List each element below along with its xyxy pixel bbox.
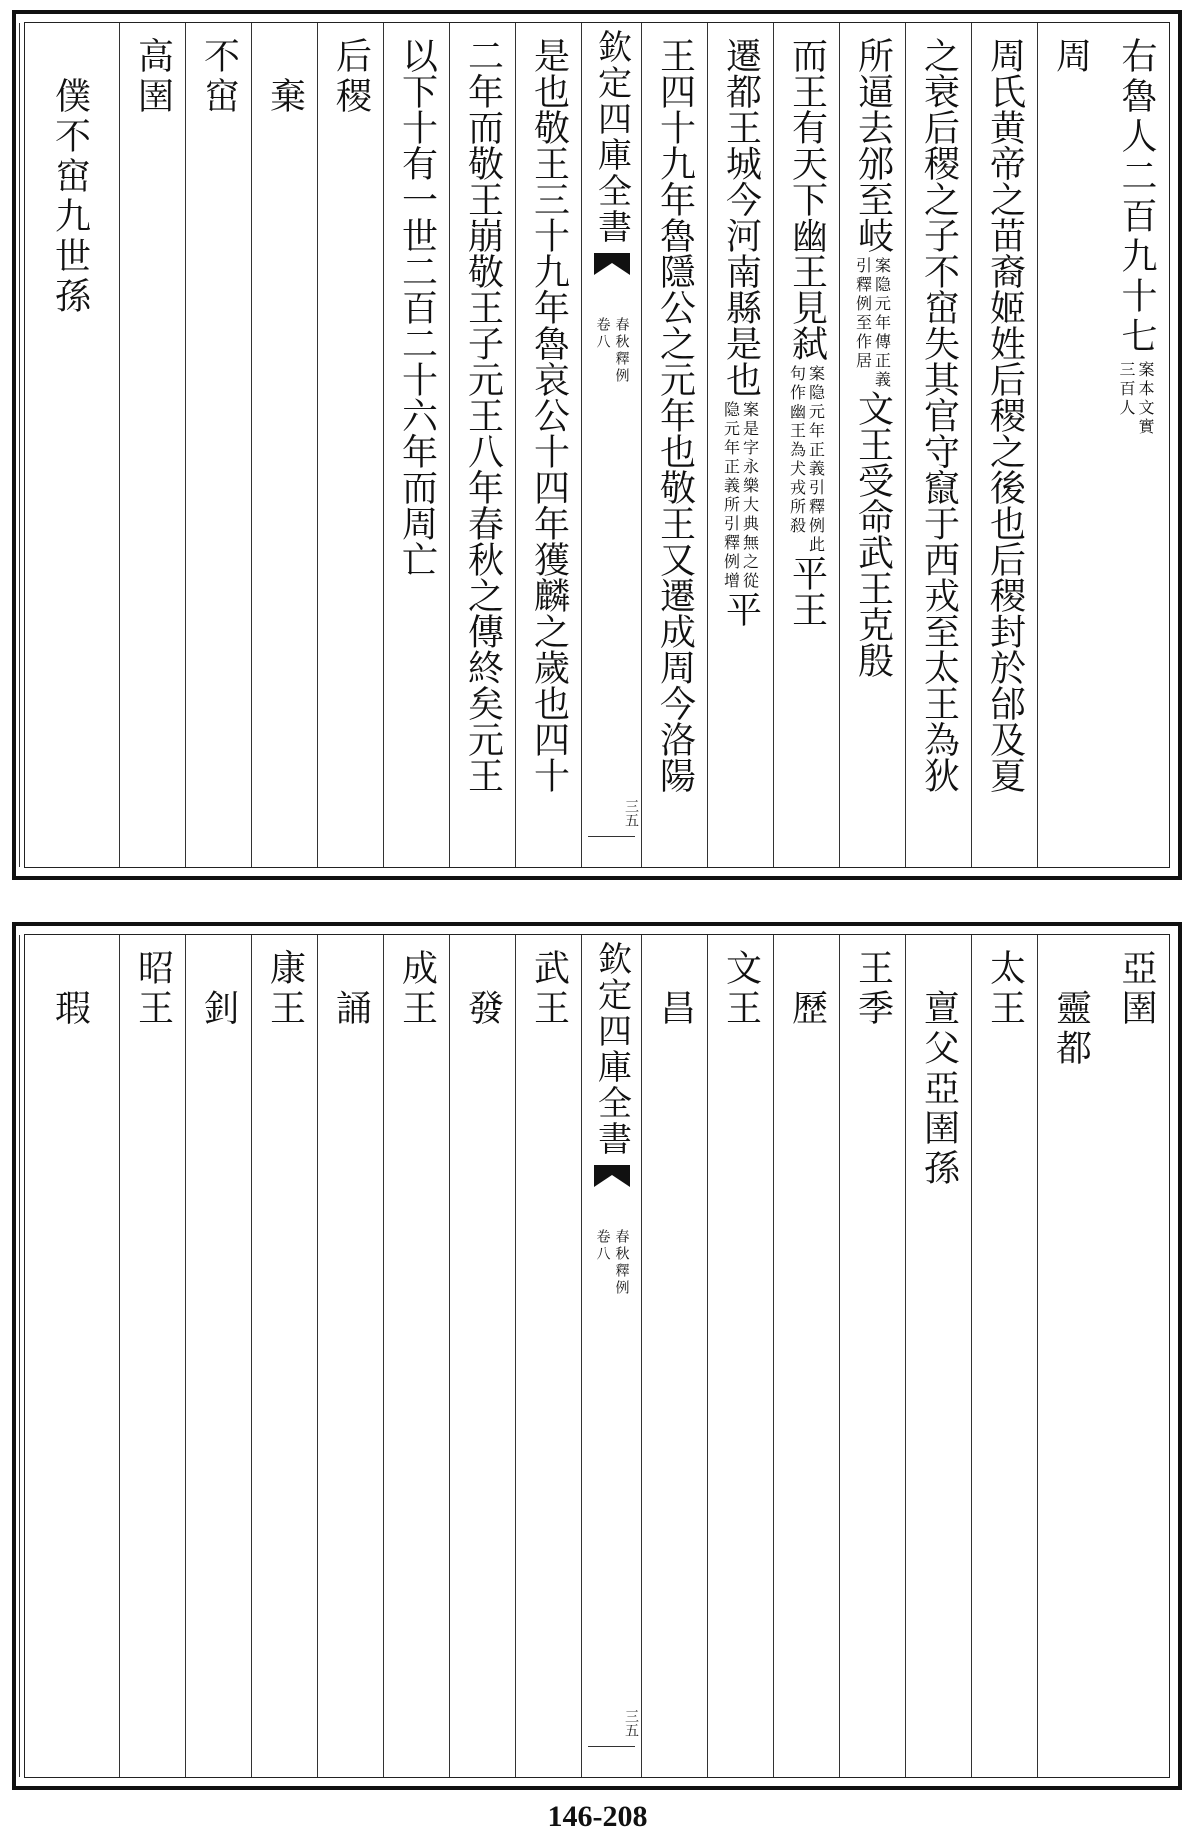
bottom-col-8 — [641, 935, 707, 1777]
book-title: 欽定四庫全書 — [591, 941, 632, 1157]
bottom-col-2 — [1037, 935, 1103, 1777]
top-col-13 — [251, 23, 317, 867]
top-col-7 — [707, 23, 773, 867]
top-col-1 — [1103, 23, 1169, 867]
folio-rule — [588, 836, 635, 837]
column-text: 釗 — [198, 989, 240, 1029]
bottom-col-9 — [515, 935, 581, 1777]
top-col-4 — [905, 23, 971, 867]
annotation-note: 案隐元年傳正義 — [872, 257, 892, 390]
column-text: 誦 — [330, 989, 372, 1029]
bottom-col-13 — [251, 935, 317, 1777]
top-center-spine — [581, 23, 641, 867]
top-col-2 — [1037, 23, 1103, 867]
column-text: 成王 — [396, 949, 438, 1029]
book-title: 欽定四庫全書 — [591, 29, 632, 245]
book-section: 春秋釋例 — [613, 317, 630, 385]
top-col-8 — [641, 23, 707, 867]
book-section: 春秋釋例 — [613, 1229, 630, 1297]
column-text: 棄 — [264, 77, 306, 117]
annotation-note: 引釋例至作居 — [853, 257, 873, 371]
column-text: 靈都 — [1050, 989, 1092, 1069]
top-col-12 — [317, 23, 383, 867]
column-text: 王季 — [852, 949, 894, 1029]
column-text: 而王有天下幽王見弑 — [786, 37, 828, 361]
book-volume: 卷八 — [594, 317, 611, 351]
bottom-col-16 — [19, 935, 119, 1777]
annotation-note: 案是字永樂大典無之從 — [740, 401, 760, 591]
bottom-page-frame — [24, 934, 1170, 1778]
bottom-col-3 — [971, 935, 1037, 1777]
bottom-col-15 — [119, 935, 185, 1777]
column-text: 之衰后稷之子不窋失其官守竄于西戎至太王為狄 — [918, 37, 960, 793]
column-text: 后稷 — [330, 37, 372, 117]
column-text: 是也敬王三十九年魯哀公十四年獲麟之歲也四十 — [528, 37, 570, 793]
top-col-9 — [515, 23, 581, 867]
fishtail-mark-icon — [592, 1163, 632, 1189]
bottom-center-spine — [581, 935, 641, 1777]
column-text: 文王 — [720, 949, 762, 1029]
page-number: 146-208 — [547, 1800, 648, 1833]
column-text: 以下十有一世二百二十六年而周亡 — [396, 37, 438, 577]
column-text: 王四十九年魯隱公之元年也敬王又遷成周今洛陽 — [654, 37, 696, 793]
top-col-11 — [383, 23, 449, 867]
top-col-3 — [971, 23, 1037, 867]
bottom-col-10 — [449, 935, 515, 1777]
column-text: 遷都王城今河南縣是也 — [720, 37, 762, 397]
bottom-col-11 — [383, 935, 449, 1777]
folio-number: 三五 — [623, 1709, 639, 1737]
bottom-col-12 — [317, 935, 383, 1777]
folio-rule — [588, 1746, 635, 1747]
column-text: 文王受命武王克殷 — [852, 390, 894, 678]
column-text: 太王 — [984, 949, 1026, 1029]
top-col-16 — [19, 23, 119, 867]
column-text: 右魯人二百九十七 — [1116, 37, 1157, 357]
bottom-col-5 — [839, 935, 905, 1777]
book-volume: 卷八 — [594, 1229, 611, 1263]
top-col-10 — [449, 23, 515, 867]
column-text: 周 — [1050, 37, 1092, 77]
column-text: 所逼去邠至岐 — [852, 37, 894, 253]
annotation-note: 三百人 — [1117, 361, 1136, 418]
annotation-note: 案隐元年正義引釋例此 — [806, 365, 826, 555]
column-text: 僕不窋九世孫 — [49, 77, 91, 317]
column-text: 瑕 — [49, 989, 91, 1029]
top-col-6 — [773, 23, 839, 867]
top-col-5 — [839, 23, 905, 867]
column-text: 不窋 — [198, 37, 240, 117]
column-text: 亶父亞圉孫 — [918, 989, 960, 1189]
bottom-col-1 — [1103, 935, 1169, 1777]
top-col-14 — [185, 23, 251, 867]
bottom-col-4 — [905, 935, 971, 1777]
column-text: 平王 — [786, 555, 828, 627]
column-text: 周氏黄帝之苗裔姬姓后稷之後也后稷封於邰及夏 — [984, 37, 1026, 793]
top-page-frame — [24, 22, 1170, 868]
column-text: 歷 — [786, 989, 828, 1029]
bottom-col-6 — [773, 935, 839, 1777]
column-text: 昭王 — [132, 949, 174, 1029]
bottom-col-7 — [707, 935, 773, 1777]
top-page — [12, 10, 1182, 880]
top-col-15 — [119, 23, 185, 867]
folio-number: 三五 — [623, 799, 639, 827]
column-text: 二年而敬王崩敬王子元王八年春秋之傳終矣元王 — [462, 37, 504, 793]
column-text: 昌 — [654, 989, 696, 1029]
annotation-note: 句作幽王為犬戎所殺 — [787, 365, 807, 536]
column-text: 武王 — [528, 949, 570, 1029]
bottom-page — [12, 922, 1182, 1790]
column-text: 平 — [720, 591, 762, 627]
column-text: 發 — [462, 989, 504, 1029]
annotation-note: 案本文實 — [1136, 361, 1155, 437]
fishtail-mark-icon — [592, 251, 632, 277]
column-text: 亞圉 — [1116, 949, 1157, 1029]
bottom-col-14 — [185, 935, 251, 1777]
column-text: 康王 — [264, 949, 306, 1029]
annotation-note: 隐元年正義所引釋例增 — [721, 401, 741, 591]
column-text: 高圉 — [132, 37, 174, 117]
